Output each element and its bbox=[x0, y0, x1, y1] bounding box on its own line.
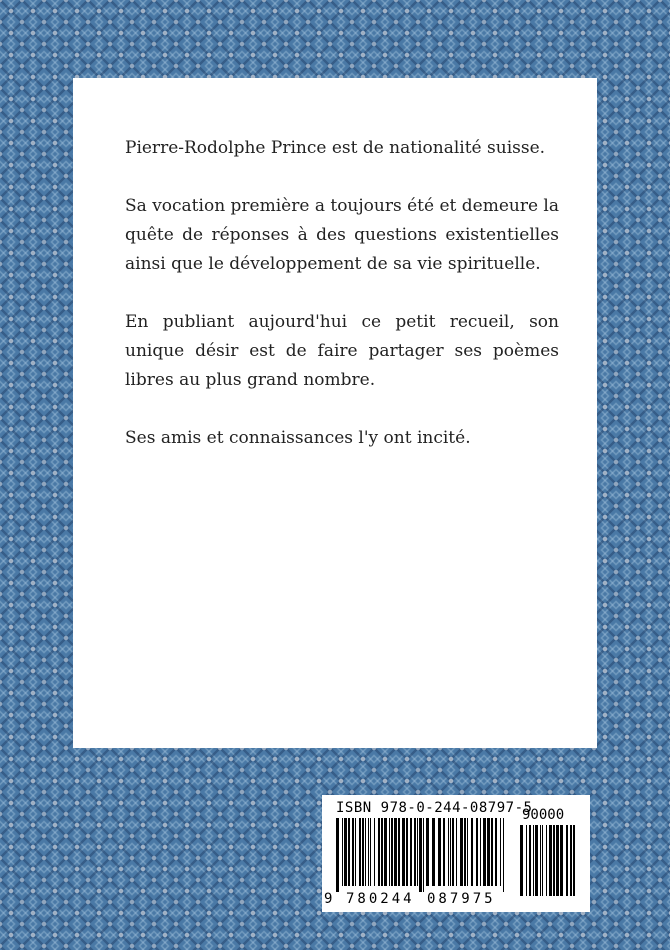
text-panel bbox=[73, 78, 597, 748]
barcode-left-digits: 780244 bbox=[346, 891, 415, 907]
author-bio bbox=[125, 134, 559, 482]
barcode-right-digits: 087975 bbox=[427, 891, 496, 907]
isbn-label: ISBN 978-0-244-08797-5 bbox=[336, 800, 533, 816]
barcode-main-bars bbox=[336, 818, 507, 892]
bio-paragraph-2: Sa vocation première a toujours été et demeure la quête de réponses à des questions existentielles ainsi que le développement de sa vie spirituelle. bbox=[125, 196, 559, 274]
barcode-first-digit: 9 bbox=[324, 891, 333, 907]
bio-paragraph-1: Pierre-Rodolphe Prince est de nationalité suisse. bbox=[125, 138, 546, 158]
barcode-addon-bars bbox=[520, 825, 576, 902]
isbn-barcode bbox=[322, 795, 590, 912]
barcode-addon-digits: 90000 bbox=[522, 807, 565, 823]
bio-paragraph-3: En publiant aujourd'hui ce petit recueil, son unique désir est de faire partager ses poèmes libres au plus grand nombre. bbox=[125, 312, 559, 390]
bio-paragraph-4: Ses amis et connaissances l'y ont incité. bbox=[125, 428, 471, 448]
